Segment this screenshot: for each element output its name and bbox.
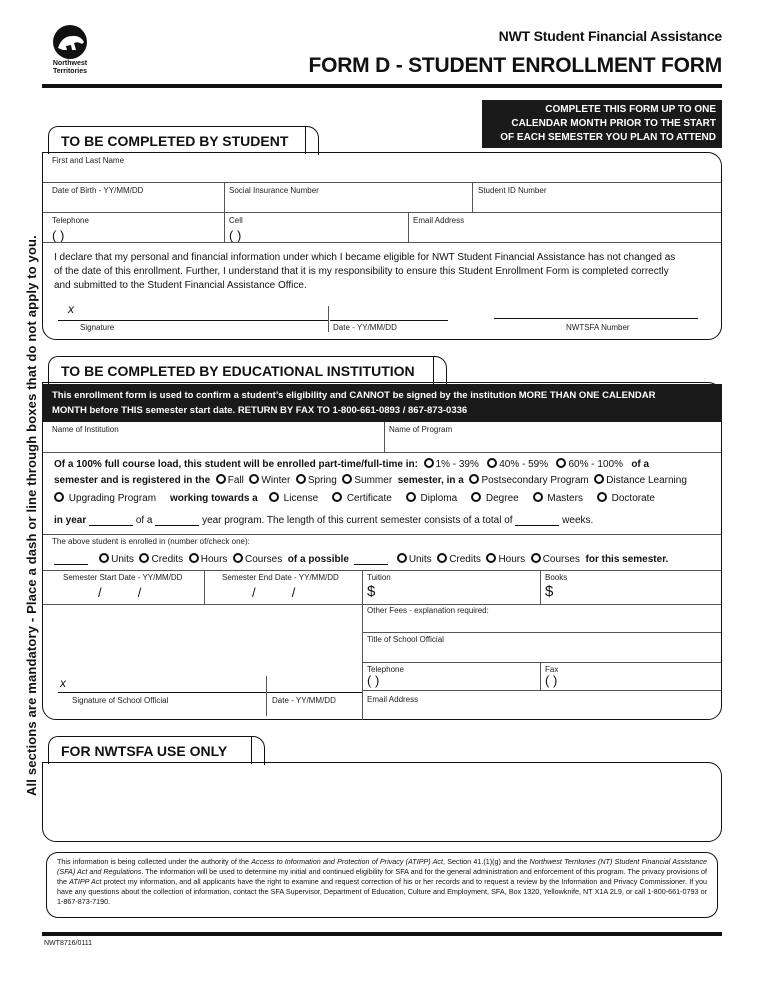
date-line [330,320,448,321]
load-1-39-radio[interactable] [424,458,434,468]
divider [43,534,721,535]
upgrading-radio[interactable] [54,492,64,502]
form-number: NWT8716/0111 [44,940,92,947]
degree-radio[interactable] [471,492,481,502]
divider [43,604,721,605]
fax-label: Fax [545,665,559,674]
books-field[interactable]: $ [545,583,554,600]
divider [363,690,721,691]
possible-hours-radio[interactable] [486,553,496,563]
divider [43,242,721,243]
footer-divider [42,932,722,936]
date-label: Date - YY/MM/DD [333,323,397,332]
program-length-row: in year of a year program. The length of this current semester consists of a total of weeks. [54,515,594,526]
student-section-tab: TO BE COMPLETED BY STUDENT [48,126,306,154]
tuition-label: Tuition [367,573,391,582]
signature-x-mark: x [68,302,74,316]
units-radio[interactable] [99,553,109,563]
official-signature-line [58,692,362,693]
doctorate-radio[interactable] [597,492,607,502]
credits-radio[interactable] [139,553,149,563]
institution-email-label: Email Address [367,695,419,704]
privacy-notice: This information is being collected under the authority of the Access to Information and Protection of Privacy (ATIPP) Act, Section 41.(1)(g) and the Northwest Territories (NT) Student Financial Assistance (SFA) Act and Regulations. The information will be used to determine my initial and continued eligibility for SFA and for the general administration and enforcement of this program. The privacy provisions of the ATIPP Act protect my information, and all applicants have the right to examine and request correction of his or her records and to request a review by the Information and Privacy Commissioner. If you have any questions about the collection of information, contact the SFA Supervisor, Department of Education, Culture and Employment, SFA, Box 1320, Yellowknife, NT X1A 2L9, or call 1-800-661-0793 or 1-867-873-7190. [46,852,718,918]
cell-field[interactable]: ( ) [229,228,242,243]
form-title: FORM D - STUDENT ENROLLMENT FORM [308,54,722,77]
possible-courses-radio[interactable] [531,553,541,563]
enrolled-in-label: The above student is enrolled in (number of/check one): [52,537,250,546]
sin-label: Social Insurance Number [229,186,319,195]
load-60-100-radio[interactable] [556,458,566,468]
declaration-text: I declare that my personal and financial information under which I became eligible for NWT Student Financial Assistance has not changed as of the date of this enrollment. Further, I understand that it is my responsibility to ensure this Student Enrollment Form is completed correctly and submitted to the Student Financial Assistance Office. [54,252,676,291]
nwtsfa-number-label: NWTSFA Number [566,323,630,332]
other-fees-label: Other Fees - explanation required: [367,606,489,615]
fax-field[interactable]: ( ) [545,673,558,688]
weeks-field[interactable] [515,516,559,526]
license-radio[interactable] [269,492,279,502]
possible-credits-radio[interactable] [437,553,447,563]
hours-radio[interactable] [189,553,199,563]
deadline-notice: COMPLETE THIS FORM UP TO ONE CALENDAR MONTH PRIOR TO THE START OF EACH SEMESTER YOU PLAN TO ATTEND [482,100,722,148]
nwtsfa-use-only-box [42,762,722,842]
masters-radio[interactable] [533,492,543,502]
organization-name: NWT Student Financial Assistance [498,28,722,44]
books-label: Books [545,573,568,582]
logo-text: Northwest Territories [52,60,88,75]
divider [540,662,541,690]
student-signature-field[interactable] [58,300,328,320]
student-id-label: Student ID Number [478,186,547,195]
possible-number-field[interactable] [354,555,388,565]
end-date-field[interactable]: / / [252,585,296,600]
tuition-field[interactable]: $ [367,583,376,600]
divider [43,212,721,213]
divider [204,570,205,604]
summer-radio[interactable] [342,474,352,484]
enrolled-units-row: Units Credits Hours Courses of a possible Units Credits Hours Courses for this semester. [54,553,668,565]
official-date-label: Date - YY/MM/DD [272,696,336,705]
spring-radio[interactable] [296,474,306,484]
divider [408,212,409,242]
telephone-field[interactable]: ( ) [52,228,65,243]
dob-label: Date of Birth - YY/MM/DD [52,186,144,195]
signature-label: Signature [80,323,115,332]
nwtsfa-section-tab: FOR NWTSFA USE ONLY [48,736,252,764]
header-divider [42,84,722,88]
divider [328,306,329,332]
divider [384,422,385,452]
side-instruction: All sections are mandatory - Place a dash or line through boxes that do not apply to you. [24,235,39,796]
course-load-row: Of a 100% full course load, this student will be enrolled part-time/full-time in: 1% - 39% 40% - 59% 60% - 100% of a [54,459,650,470]
winter-radio[interactable] [249,474,259,484]
institution-section-tab: TO BE COMPLETED BY EDUCATIONAL INSTITUTION [48,356,434,384]
nwtsfa-number-line [494,318,698,319]
program-name-label: Name of Program [389,425,453,434]
fall-radio[interactable] [216,474,226,484]
certificate-radio[interactable] [332,492,342,502]
first-last-name-label: First and Last Name [52,156,125,165]
postsecondary-radio[interactable] [469,474,479,484]
program-type-row: Upgrading Program working towards a License Certificate Diploma Degree Masters Doctorate [54,492,655,504]
institution-name-label: Name of Institution [52,425,119,434]
divider [363,632,721,633]
divider [224,182,225,212]
official-x-mark: x [60,676,66,690]
cell-label: Cell [229,216,243,225]
official-signature-field[interactable] [60,660,266,690]
divider [43,570,721,571]
divider [43,452,721,453]
divider [362,570,363,720]
diploma-radio[interactable] [406,492,416,502]
semester-row: semester and is registered in the Fall Winter Spring Summer semester, in a Postsecondary Program Distance Learning [54,475,687,486]
divider [472,182,473,212]
divider [266,676,267,716]
possible-units-radio[interactable] [397,553,407,563]
official-signature-label: Signature of School Official [72,696,169,705]
courses-radio[interactable] [233,553,243,563]
program-years-field[interactable] [155,516,199,526]
enrolled-number-field[interactable] [54,555,88,565]
institution-warning-bar: This enrollment form is used to confirm a student’s eligibility and CANNOT be signed by the institution MORE THAN ONE CALENDAR MONTH before THIS semester start date. RETURN BY FAX TO 1-800-661-0893 / 867-873-0336 [42,384,722,422]
institution-telephone-field[interactable]: ( ) [367,673,380,688]
email-label: Email Address [413,216,465,225]
start-date-field[interactable]: / / [98,585,142,600]
load-40-59-radio[interactable] [487,458,497,468]
year-field[interactable] [89,516,133,526]
official-title-label: Title of School Official [367,635,444,644]
first-last-name-field[interactable] [52,166,712,182]
distance-learning-radio[interactable] [594,474,604,484]
end-date-label: Semester End Date - YY/MM/DD [222,573,339,582]
start-date-label: Semester Start Date - YY/MM/DD [63,573,183,582]
divider [43,182,721,183]
divider [224,212,225,242]
signature-line [58,320,328,321]
telephone-label: Telephone [52,216,89,225]
divider [540,570,541,604]
divider [363,662,721,663]
institution-telephone-label: Telephone [367,665,404,674]
